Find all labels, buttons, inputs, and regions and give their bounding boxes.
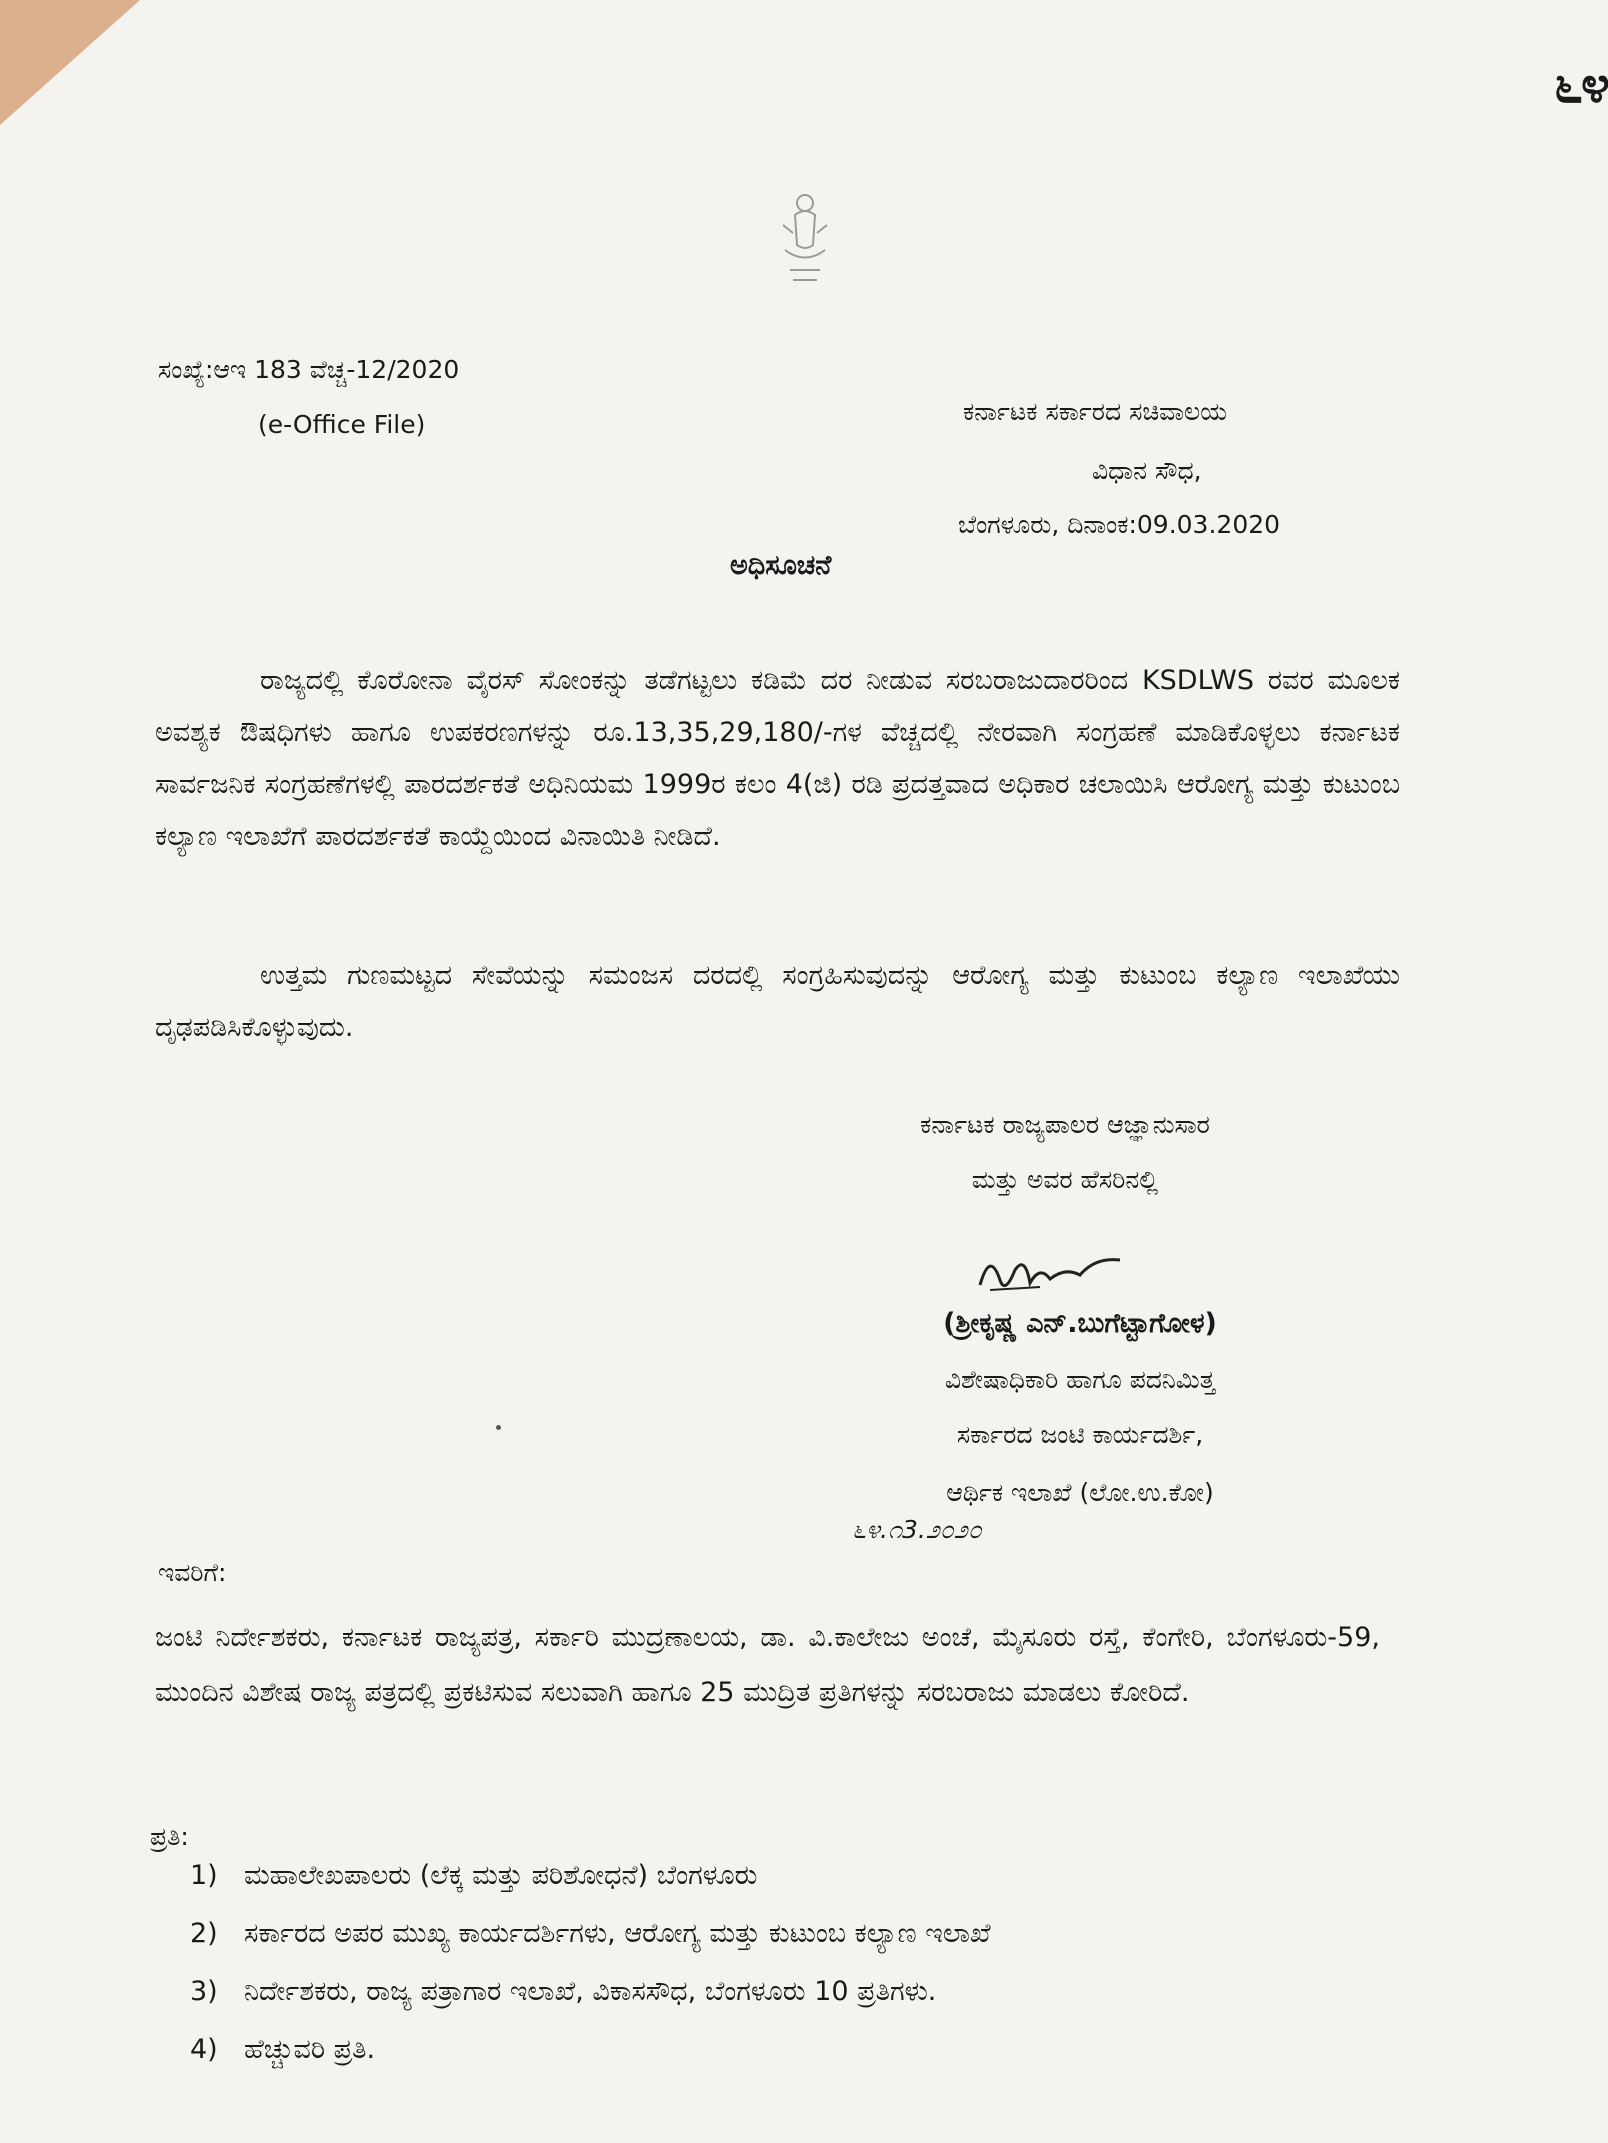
signatory-designation: ಆರ್ಥಿಕ ಇಲಾಖೆ (ಲೋ.ಉ.ಕೋ) <box>946 1478 1214 1507</box>
government-emblem-icon <box>765 185 845 299</box>
office-line: ಕರ್ನಾಟಕ ಸರ್ಕಾರದ ಸಚಿವಾಲಯ <box>963 397 1227 426</box>
copy-to-label: ಪ್ರತಿ: <box>150 1822 189 1851</box>
order-line: ಮತ್ತು ಅವರ ಹೆಸರಿನಲ್ಲಿ <box>971 1165 1159 1194</box>
office-date: ಬೆಂಗಳೂರು, ದಿನಾಂಕ:09.03.2020 <box>958 510 1281 539</box>
to-label: ಇವರಿಗೆ: <box>158 1558 227 1587</box>
list-item: 1) ಮಹಾಲೇಖಪಾಲರು (ಲೆಕ್ಕ ಮತ್ತು ಪರಿಶೋಧನೆ) ಬೆಂಗಳೂರು <box>190 1860 758 1891</box>
order-line: ಕರ್ನಾಟಕ ರಾಜ್ಯಪಾಲರ ಆಜ್ಞಾನುಸಾರ <box>920 1110 1210 1139</box>
speck <box>496 1425 501 1430</box>
corner-stamp: ೬೪ <box>1553 55 1608 115</box>
office-line: ವಿಧಾನ ಸೌಧ, <box>1092 456 1202 485</box>
list-item: 2) ಸರ್ಕಾರದ ಅಪರ ಮುಖ್ಯ ಕಾರ್ಯದರ್ಶಿಗಳು, ಆರೋಗ್ಯ ಮತ್ತು ಕುಟುಂಬ ಕಲ್ಯಾಣ ಇಲಾಖೆ <box>190 1918 991 1949</box>
body-paragraph-2: ಉತ್ತಮ ಗುಣಮಟ್ಟದ ಸೇವೆಯನ್ನು ಸಮಂಜಸ ದರದಲ್ಲಿ ಸಂಗ್ರಹಿಸುವುದನ್ನು ಆರೋಗ್ಯ ಮತ್ತು ಕುಟುಂಬ ಕಲ್ಯಾಣ ಇಲಾಖೆಯು ದೃಢಪಡಿಸಿಕೊಳ್ಳುವುದು. <box>155 960 1400 1043</box>
handwritten-signature <box>970 1245 1130 1309</box>
handwritten-date: ೬೪.೧3.೨೦೨೦ <box>852 1515 982 1544</box>
file-number: ಸಂಖ್ಯೆ:ಆಇ 183 ವೆಚ್ಚ-12/2020 <box>158 355 460 384</box>
list-item: 3) ನಿರ್ದೇಶಕರು, ರಾಜ್ಯ ಪತ್ರಾಗಾರ ಇಲಾಖೆ, ವಿಕಾಸಸೌಧ, ಬೆಂಗಳೂರು 10 ಪ್ರತಿಗಳು. <box>190 1976 937 2007</box>
file-type: (e-Office File) <box>258 410 426 439</box>
list-item: 4) ಹೆಚ್ಚುವರಿ ಪ್ರತಿ. <box>190 2034 376 2065</box>
page-corner-fold <box>0 0 140 125</box>
signatory-designation: ವಿಶೇಷಾಧಿಕಾರಿ ಹಾಗೂ ಪದನಿಮಿತ್ತ <box>944 1365 1216 1394</box>
copy-to-list <box>190 1860 991 2092</box>
body-paragraph-1: ರಾಜ್ಯದಲ್ಲಿ ಕೊರೋನಾ ವೈರಸ್ ಸೋಂಕನ್ನು ತಡೆಗಟ್ಟಲು ಕಡಿಮೆ ದರ ನೀಡುವ ಸರಬರಾಜುದಾರರಿಂದ KSDLWS ರವರ ಮೂಲಕ ಅವಶ್ಯಕ ಔಷಧಿಗಳು ಹಾಗೂ ಉಪಕರಣಗಳನ್ನು ರೂ.13,35,29,180/-ಗಳ ವೆಚ್ಚದಲ್ಲಿ ನೇರವಾಗಿ ಸಂಗ್ರಹಣೆ ಮಾಡಿಕೊಳ್ಳಲು ಕರ್ನಾಟಕ ಸಾರ್ವಜನಿಕ ಸಂಗ್ರಹಣೆಗಳಲ್ಲಿ ಪಾರದರ್ಶಕತೆ ಅಧಿನಿಯಮ 1999ರ ಕಲಂ 4(ಜಿ) ರಡಿ ಪ್ರದತ್ತವಾದ ಅಧಿಕಾರ ಚಲಾಯಿಸಿ ಆರೋಗ್ಯ ಮತ್ತು ಕುಟುಂಬ ಕಲ್ಯಾಣ ಇಲಾಖೆಗೆ ಪಾರದರ್ಶಕತೆ ಕಾಯ್ದೆಯಿಂದ ವಿನಾಯಿತಿ ನೀಡಿದೆ. <box>155 665 1400 852</box>
signatory-name: (ಶ್ರೀಕೃಷ್ಣ ಎನ್.ಬುಗೆಟ್ಟಾಗೋಳ) <box>943 1308 1217 1339</box>
to-text: ಜಂಟಿ ನಿರ್ದೇಶಕರು, ಕರ್ನಾಟಕ ರಾಜ್ಯಪತ್ರ, ಸರ್ಕಾರಿ ಮುದ್ರಣಾಲಯ, ಡಾ. ವಿ.ಕಾಲೇಜು ಅಂಚೆ, ಮೈಸೂರು ರಸ್ತೆ, ಕೆಂಗೇರಿ, ಬೆಂಗಳೂರು-59, ಮುಂದಿನ ವಿಶೇಷ ರಾಜ್ಯ ಪತ್ರದಲ್ಲಿ ಪ್ರಕಟಿಸುವ ಸಲುವಾಗಿ ಹಾಗೂ 25 ಮುದ್ರಿತ ಪ್ರತಿಗಳನ್ನು ಸರಬರಾಜು ಮಾಡಲು ಕೋರಿದೆ. <box>155 1622 1380 1708</box>
document-title: ಅಧಿಸೂಚನೆ <box>730 550 832 581</box>
signatory-designation: ಸರ್ಕಾರದ ಜಂಟಿ ಕಾರ್ಯದರ್ಶಿ, <box>956 1420 1204 1449</box>
